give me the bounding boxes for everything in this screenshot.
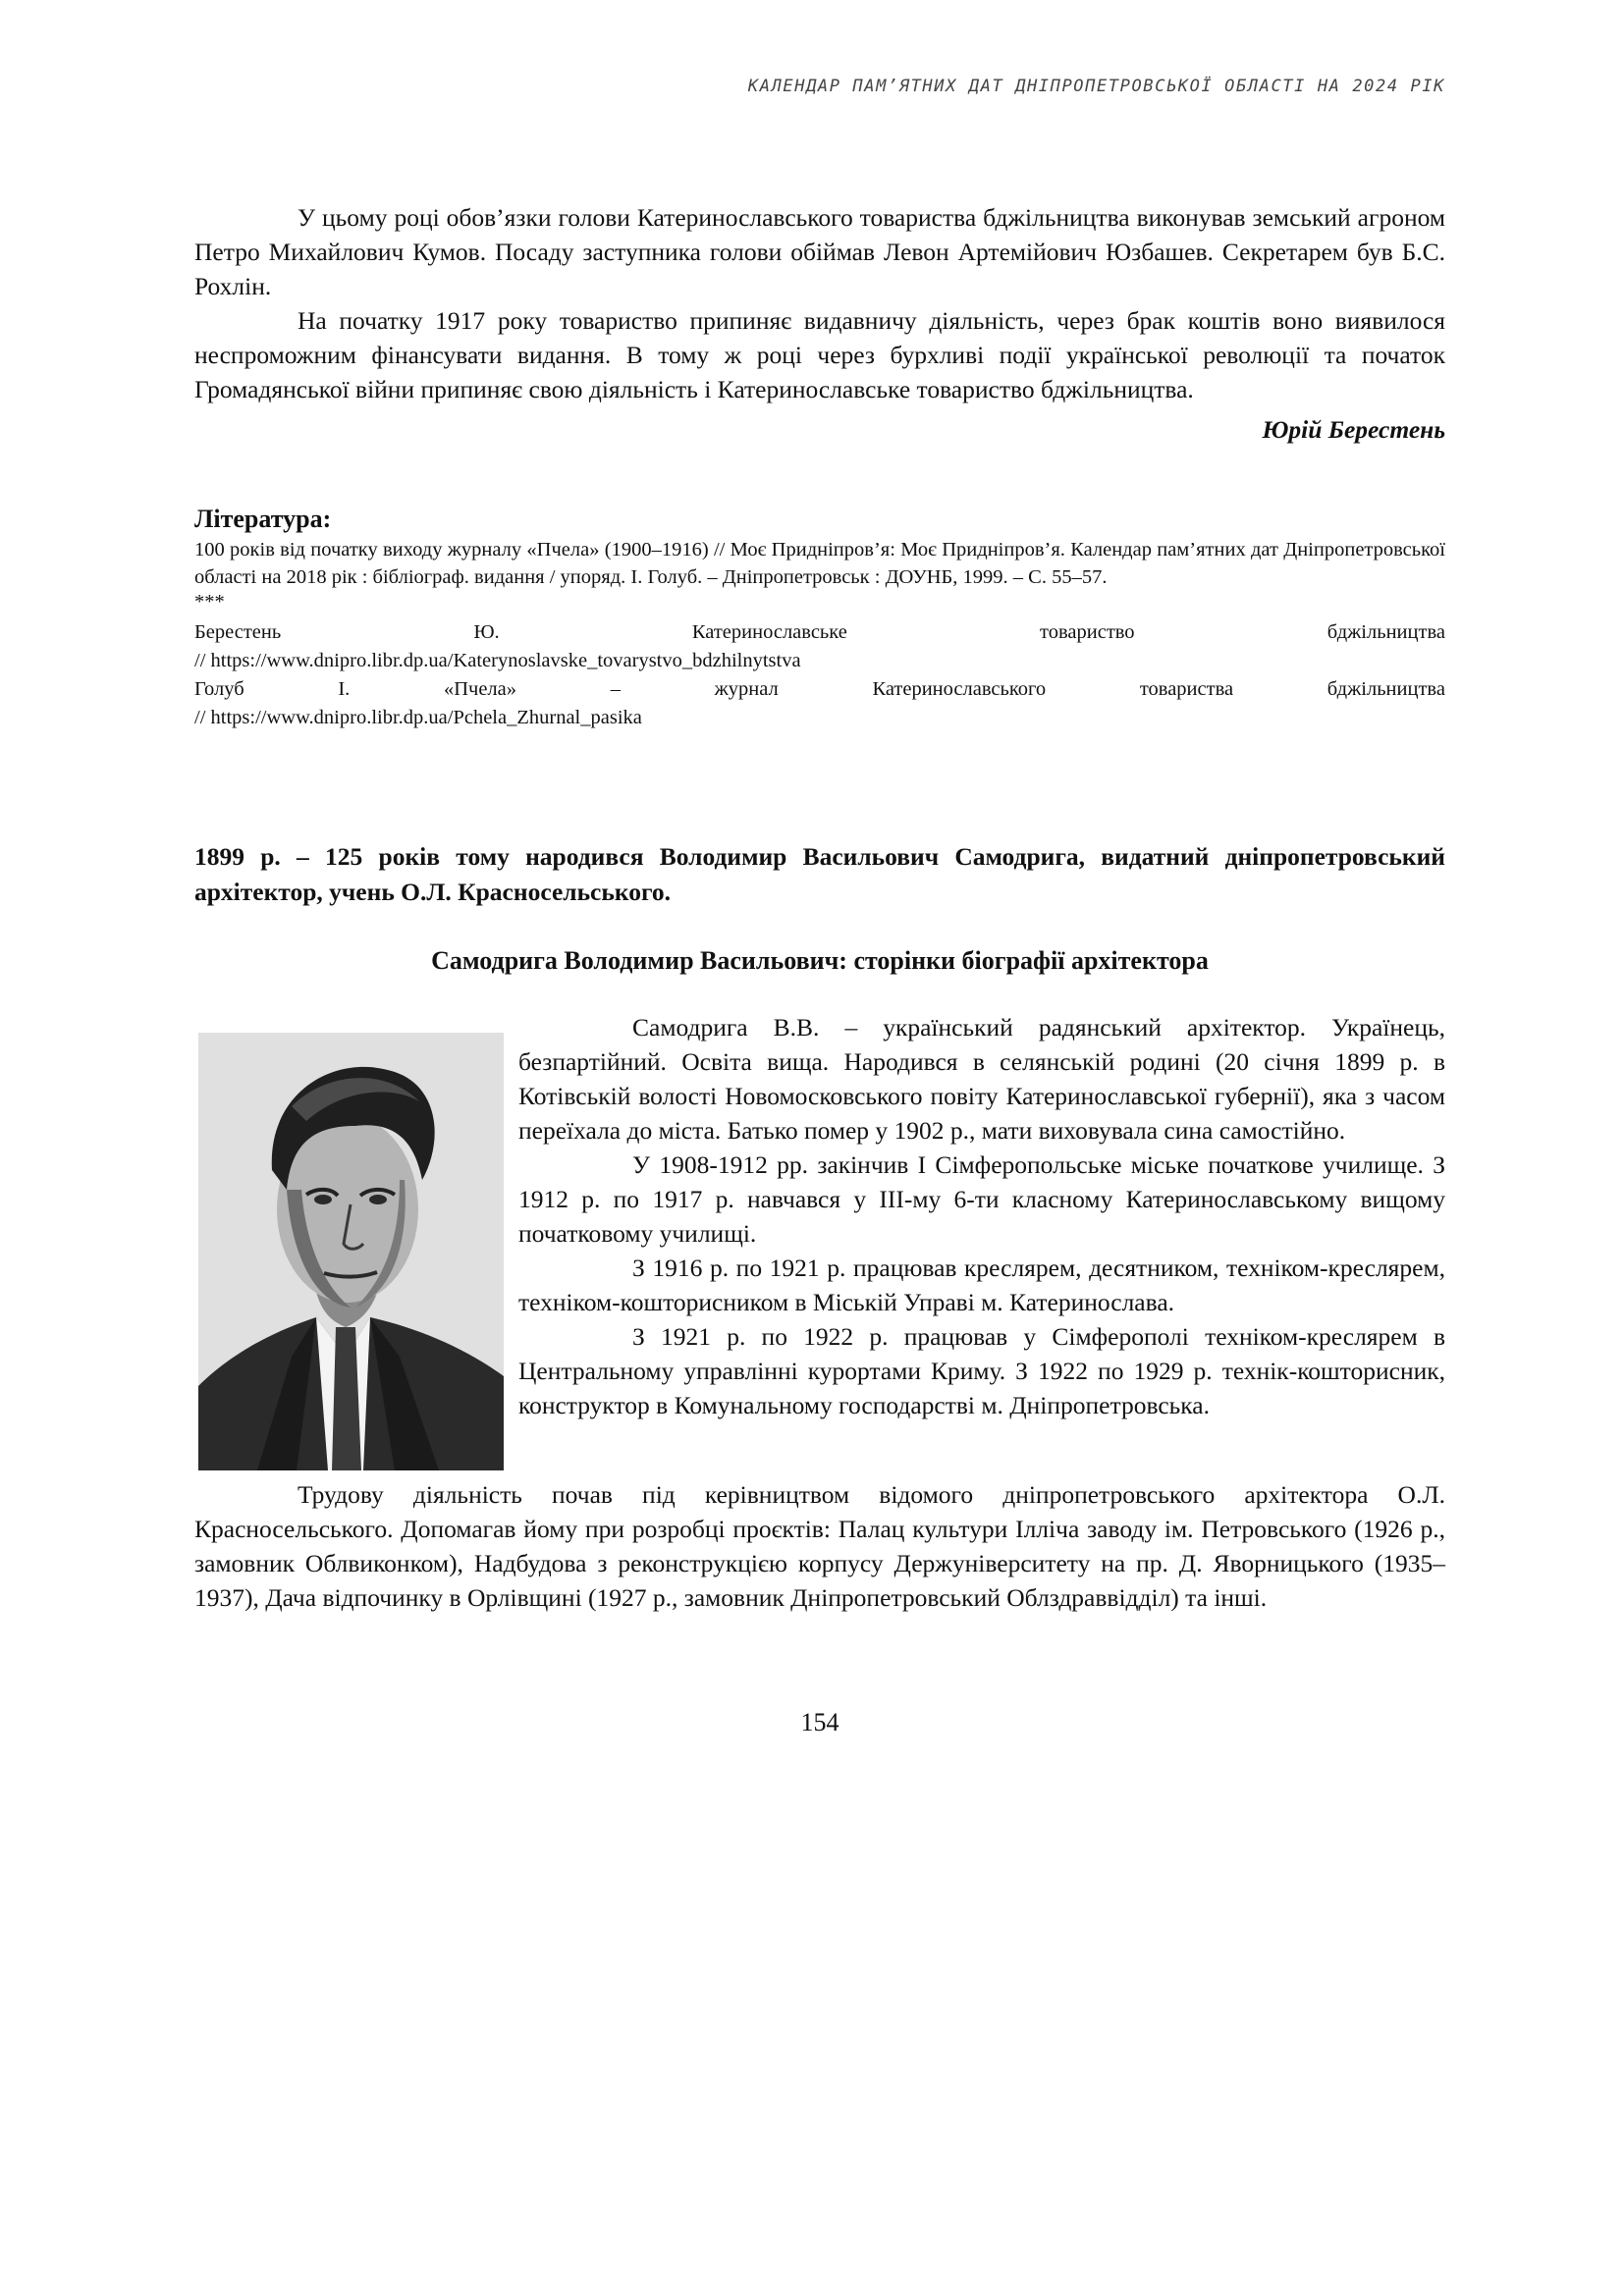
literature-entry: 100 років від початку виходу журналу «Пчела» (1900–1916) // Моє Придніпров’я: Моє Придніпров’я. Календар пам’ятних дат Дніпропетровської області на 2018 рік : бібліограф. видання / упоряд. І. Голуб. – Дніпропетровськ : ДОУНБ, 1999. – С. 55–57. <box>194 539 1445 588</box>
word: бджільництва <box>1326 621 1445 643</box>
paragraph: У цьому році обов’язки голови Катеринославського товариства бджільництва виконував земський агроном Петро Михайлович Кумов. Посаду заступника голови обіймав Левон Артемійович Юзбашев. Секретарем був Б.С. Рохлін. <box>194 203 1445 300</box>
author-signature: Юрій Берестень <box>1262 415 1445 444</box>
word: «Пчела» <box>443 678 517 700</box>
word: Катеринославське <box>691 621 847 643</box>
literature-entry <box>194 675 1445 703</box>
anniversary-announcement: 1899 р. – 125 років тому народився Володимир Васильович Самодрига, видатний дніпропетровський архітектор, учень О.Л. Красносельського. <box>194 842 1445 906</box>
word: – <box>610 678 621 700</box>
article-title: Самодрига Володимир Васильович: сторінки біографії архітектора <box>431 946 1209 975</box>
biography-column <box>518 1010 1445 1422</box>
word: І. <box>338 678 351 700</box>
paragraph: На початку 1917 року товариство припиняє видавничу діяльність, через брак коштів воно виявилося неспроможним фінансувати видання. В тому ж році через бурхливі події української революції та початок Громадянської війни припиняє свою діяльність і Катеринославське товариство бджільництва. <box>194 306 1445 403</box>
word: Берестень <box>194 621 282 643</box>
paragraph: Самодрига В.В. – український радянський архітектор. Українець, безпартійний. Освіта вища. Народився в селянській родині (20 січня 1899 р. в Котівській волості Новомосковського повіту Катеринославської губернії), яка з часом переїхала до міста. Батько помер у 1902 р., мати виховувала сина самостійно. <box>518 1013 1445 1145</box>
beekeeping-article-ending <box>194 200 1445 447</box>
literature-separator: *** <box>194 591 225 613</box>
running-header: КАЛЕНДАР ПАМ’ЯТНИХ ДАТ ДНІПРОПЕТРОВСЬКОЇ ОБЛАСТІ НА 2024 РІК <box>747 77 1445 96</box>
word: Катеринославського <box>872 678 1047 700</box>
literature-link[interactable]: // https://www.dnipro.libr.dp.ua/Pchela_Zhurnal_pasika <box>194 707 642 728</box>
word: товариства <box>1139 678 1234 700</box>
paragraph: У 1908-1912 рр. закінчив І Сімферопольське міське початкове училище. З 1912 р. по 1917 р. навчався у ІІІ-му 6-ти класному Катеринославському вищому початковому училищі. <box>518 1150 1445 1248</box>
portrait-photo <box>198 1033 504 1470</box>
paragraph: З 1921 р. по 1922 р. працював у Сімферополі техніком-креслярем в Центральному управлінні курортами Криму. З 1922 по 1929 р. технік-кошторисник, конструктор в Комунальному господарстві м. Дніпропетровська. <box>518 1322 1445 1419</box>
word: журнал <box>714 678 779 700</box>
page-number: 154 <box>800 1708 839 1736</box>
literature-entry <box>194 618 1445 646</box>
paragraph: Трудову діяльність почав під керівництвом відомого дніпропетровського архітектора О.Л. Красносельського. Допомагав йому при розробці проєктів: Палац культури Ілліча заводу ім. Петровського (1926 р., замовник Облвиконком), Надбудова з реконструкцією корпусу Держуніверситету на пр. Д. Яворницького (1935–1937), Дача відпочинку в Орлівщині (1927 р., замовник Дніпропетровський Облздраввідділ) та інші. <box>194 1480 1445 1612</box>
word: Голуб <box>194 678 244 700</box>
literature-title: Література: <box>194 505 332 533</box>
literature-section <box>194 503 1445 732</box>
biography-continuation <box>194 1477 1445 1615</box>
paragraph: З 1916 р. по 1921 р. працював креслярем, десятником, техніком-креслярем, техніком-кошторисником в Міській Управі м. Катеринослава. <box>518 1254 1445 1316</box>
word: Ю. <box>473 621 500 643</box>
literature-link[interactable]: // https://www.dnipro.libr.dp.ua/Katerynoslavske_tovarystvo_bdzhilnytstva <box>194 650 801 671</box>
word: бджільництва <box>1326 678 1445 700</box>
word: товариство <box>1040 621 1135 643</box>
